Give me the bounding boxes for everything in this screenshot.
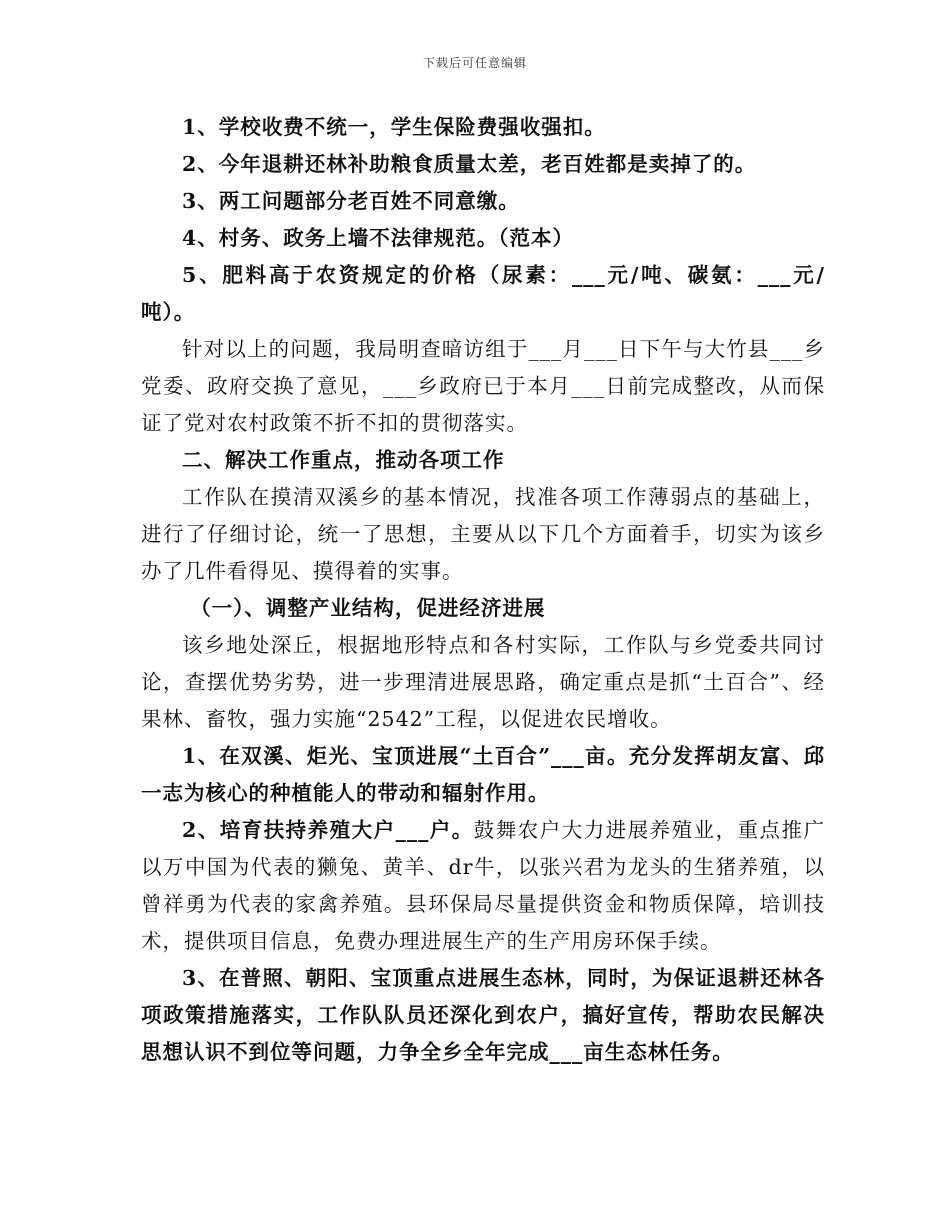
paragraph-item-1: 1、在双溪、炬光、宝顶进展“土百合”___亩。充分发挥胡友富、邱一志为核心的种植能人的带动和辐射作用。 xyxy=(141,744,825,805)
item-2-bold-prefix: 2、培育扶持养殖大户___户。 xyxy=(182,818,474,842)
section-heading-2: 二、解决工作重点，推动各项工作 xyxy=(182,448,505,472)
paragraph-work-team: 工作队在摸清双溪乡的基本情况，找准各项工作薄弱点的基础上，进行了仔细讨论，统一了思想，主要从以下几个方面着手，切实为该乡办了几件看得见、摸得着的实事。 xyxy=(141,485,825,583)
document-body xyxy=(141,109,825,1071)
paragraph-response: 针对以上的问题，我局明查暗访组于___月___日下午与大竹县___乡党委、政府交换了意见，___乡政府已于本月___日前完成整改，从而保证了党对农村政策不折不扣的贯彻落实。 xyxy=(141,337,825,435)
paragraph-issue-5: 5、肥料高于农资规定的价格（尿素：___元/吨、碳氨：___元/吨）。 xyxy=(141,263,825,324)
item-2-rest: 鼓舞农户大力进展养殖业，重点推广以万中国为代表的獭兔、黄羊、dr牛，以张兴君为龙头的生猪养殖，以曾祥勇为代表的家禽养殖。县环保局尽量提供资金和物质保障，培训技术，提供项目信息，免费办理进展生产的生产用房环保手续。 xyxy=(141,818,826,953)
paragraph-issue-3: 3、两工问题部分老百姓不同意缴。 xyxy=(182,189,520,213)
subsection-heading-1: （一）、调整产业结构，促进经济进展 xyxy=(190,596,546,620)
paragraph-issue-1: 1、学校收费不统一，学生保险费强收强扣。 xyxy=(182,115,606,139)
paragraph-issue-4: 4、村务、政务上墙不法律规范。（范本） xyxy=(182,226,575,250)
paragraph-issue-2: 2、今年退耕还林补助粮食质量太差，老百姓都是卖掉了的。 xyxy=(182,152,757,176)
paragraph-industry: 该乡地处深丘，根据地形特点和各村实际，工作队与乡党委共同讨论，查摆优势劣势，进一步理清进展思路，确定重点是抓“土百合”、经果林、畜牧，强力实施“2542”工程，以促进农民增收。 xyxy=(141,633,825,731)
paragraph-item-3: 3、在普照、朝阳、宝顶重点进展生态林，同时，为保证退耕还林各项政策措施落实，工作队队员还深化到农户，搞好宣传，帮助农民解决思想认识不到位等问题，力争全乡全年完成___亩生态林任务。 xyxy=(141,966,825,1064)
paragraph-item-2 xyxy=(141,812,825,960)
page-header: 下载后可任意编辑 xyxy=(422,56,527,70)
